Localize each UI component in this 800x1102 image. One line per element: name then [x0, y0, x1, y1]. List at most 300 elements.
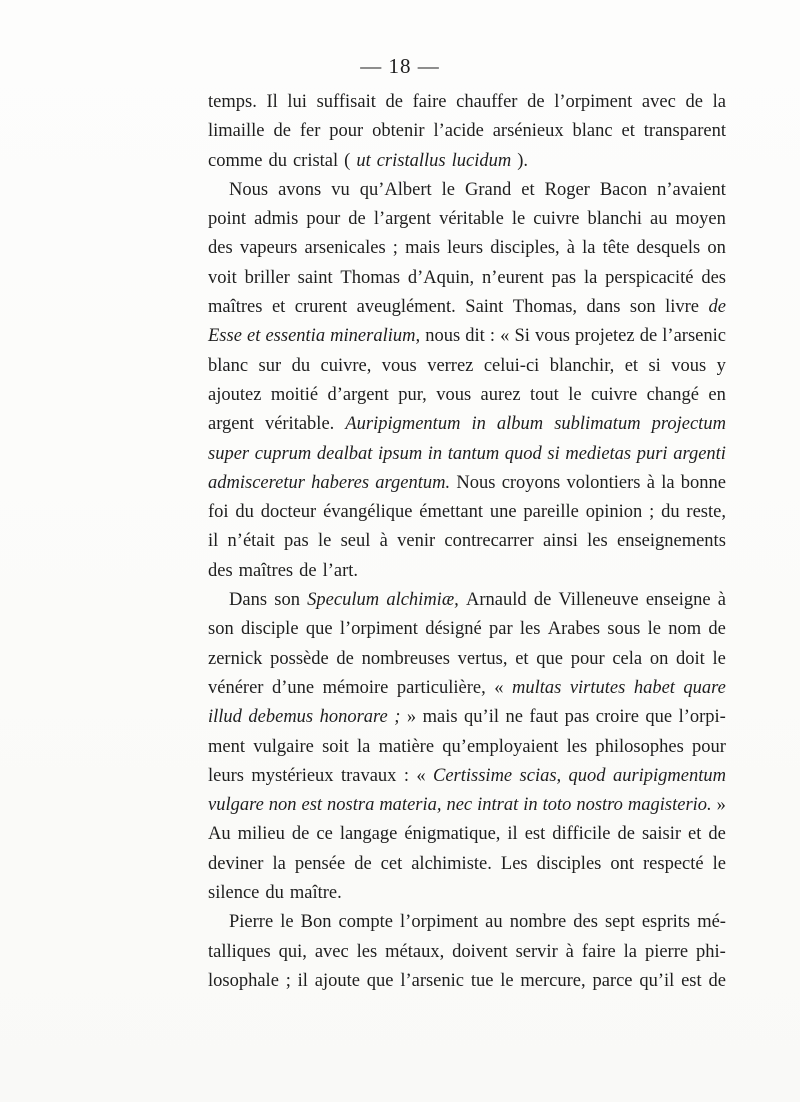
- word: ainsi: [542, 531, 578, 552]
- word: les: [587, 531, 608, 552]
- word: faire: [412, 92, 447, 112]
- word: ).: [517, 150, 528, 171]
- word: Grand: [465, 179, 512, 200]
- word: de: [385, 92, 403, 112]
- word: alchimiste.: [411, 853, 492, 874]
- italic-word: mineralium,: [330, 326, 421, 347]
- word: y: [716, 355, 726, 376]
- word: le: [647, 619, 661, 640]
- word: mais: [405, 238, 441, 259]
- word: venir: [397, 531, 436, 552]
- text-line: [208, 791, 726, 820]
- word: parce: [592, 970, 633, 991]
- italic-word: Speculum: [307, 590, 380, 611]
- italic-word: est: [301, 795, 323, 816]
- word: Arabes: [547, 619, 601, 640]
- text-line: [208, 674, 726, 703]
- text-line: [208, 381, 726, 410]
- word: vapeurs: [239, 238, 298, 259]
- word: Au: [208, 824, 231, 845]
- word: cet: [380, 853, 403, 874]
- word: docteur: [260, 502, 317, 523]
- word: la: [712, 92, 726, 112]
- word: cuivre: [590, 384, 638, 405]
- word: en: [708, 384, 726, 405]
- word: saisir: [641, 824, 682, 845]
- text-line: [208, 176, 726, 205]
- word: reste,: [686, 502, 726, 523]
- word: il: [297, 970, 308, 991]
- word: l’acide: [433, 121, 484, 142]
- italic-word: haberes: [311, 472, 370, 493]
- word: suffisait: [316, 92, 376, 112]
- word: vous: [436, 384, 472, 405]
- italic-word: de: [708, 297, 726, 318]
- word: de: [354, 853, 372, 874]
- italic-word: dealbat: [316, 443, 373, 464]
- word: de: [336, 648, 354, 669]
- word: d’argent: [327, 384, 389, 405]
- italic-word: projectum: [651, 414, 726, 435]
- italic-word: argentum.: [375, 472, 451, 493]
- word: à: [646, 472, 655, 493]
- word: mercure,: [520, 970, 586, 991]
- word: blanchi: [587, 209, 642, 230]
- word: briller: [244, 267, 290, 288]
- word: faut: [529, 707, 559, 728]
- word: pensée: [294, 853, 346, 874]
- word: mé-: [697, 912, 726, 933]
- word: des: [701, 267, 726, 288]
- word: talliques: [208, 941, 271, 962]
- text-line: [208, 645, 726, 674]
- word: esprits: [641, 912, 691, 933]
- word: son: [208, 619, 234, 640]
- word: on: [649, 648, 669, 669]
- italic-word: album: [496, 414, 544, 435]
- word: blanchir,: [549, 355, 615, 376]
- word: ;: [285, 970, 291, 991]
- text-line: [208, 410, 726, 439]
- word: Si: [514, 326, 530, 347]
- word: pareille: [523, 502, 579, 523]
- word: servir: [515, 941, 558, 962]
- word: langage: [339, 824, 398, 845]
- word: »: [716, 795, 726, 816]
- text-line: [208, 615, 726, 644]
- word: Roger: [544, 179, 590, 200]
- italic-word: tantum: [447, 443, 500, 464]
- text-line: [208, 352, 726, 381]
- word: de: [527, 92, 545, 112]
- word: mais: [422, 707, 458, 728]
- italic-word: virtutes: [569, 677, 626, 698]
- word: celui-ci: [483, 355, 540, 376]
- word: blanc: [208, 355, 249, 376]
- word: compte: [338, 912, 393, 933]
- word: pas: [564, 707, 590, 728]
- word: de: [617, 824, 635, 845]
- word: «: [494, 677, 504, 698]
- word: le: [712, 648, 726, 669]
- word: que: [536, 648, 563, 669]
- italic-word: medietas: [565, 443, 632, 464]
- word: Bon: [300, 912, 332, 933]
- word: ajoute: [314, 970, 360, 991]
- word: saint: [297, 267, 333, 288]
- text-line: [208, 762, 726, 791]
- word: le: [441, 179, 456, 200]
- word: desquels: [636, 238, 701, 259]
- word: silence: [208, 883, 260, 904]
- word: des: [573, 912, 598, 933]
- word: blanc: [572, 121, 613, 142]
- word: :: [403, 765, 409, 786]
- word: Les: [500, 853, 528, 874]
- text-line: [208, 586, 726, 615]
- word: Thomas: [340, 267, 401, 288]
- word: de: [708, 619, 726, 640]
- word: est: [524, 824, 546, 845]
- word: la: [582, 238, 596, 259]
- word: des: [208, 560, 233, 581]
- italic-word: in: [427, 443, 443, 464]
- italic-word: non: [268, 795, 297, 816]
- italic-word: nostra: [327, 795, 375, 816]
- word: Nous: [456, 472, 496, 493]
- word: la: [623, 941, 638, 962]
- word: difficile: [552, 824, 611, 845]
- word: tout: [530, 384, 559, 405]
- text-line: [208, 205, 726, 234]
- word: son: [274, 590, 300, 611]
- word: Dans: [229, 590, 268, 611]
- word: dans: [586, 297, 621, 318]
- italic-word: si: [547, 443, 560, 464]
- word: au: [650, 209, 668, 230]
- word: croire: [595, 707, 639, 728]
- word: cela: [612, 648, 643, 669]
- word: croyons: [501, 472, 561, 493]
- word: vous: [534, 326, 570, 347]
- word: verrez: [427, 355, 474, 376]
- word: pour: [570, 648, 605, 669]
- italic-word: materia,: [379, 795, 442, 816]
- text-line: [208, 322, 726, 351]
- word: à: [717, 590, 726, 611]
- word: de: [291, 824, 310, 845]
- word: philosophes: [595, 736, 684, 757]
- word: vénérer: [208, 677, 264, 698]
- italic-word: nostro: [576, 795, 623, 816]
- word: de: [348, 209, 366, 230]
- word: par: [488, 619, 513, 640]
- word: du: [265, 883, 284, 904]
- word: pas: [551, 267, 577, 288]
- word: de: [708, 824, 726, 845]
- word: la: [272, 853, 286, 874]
- word: possède: [270, 648, 329, 669]
- word: matière: [378, 736, 435, 757]
- word: ne: [505, 707, 523, 728]
- word: «: [416, 765, 426, 786]
- text-line: [208, 879, 726, 908]
- text-line: [208, 264, 726, 293]
- word: vous: [671, 355, 707, 376]
- italic-word: vulgare: [208, 795, 264, 816]
- word: crurent: [294, 297, 348, 318]
- word: énigmatique,: [404, 824, 501, 845]
- word: pour: [329, 121, 364, 142]
- word: que: [305, 619, 333, 640]
- word: le: [500, 970, 514, 991]
- italic-word: auripigmentum: [612, 765, 726, 786]
- word: maîtres: [208, 297, 263, 318]
- word: l’argent: [373, 209, 432, 230]
- word: nombre: [509, 912, 567, 933]
- word: le: [712, 853, 726, 874]
- word: à: [379, 531, 388, 552]
- word: doivent: [452, 941, 508, 962]
- word: arsenicales: [304, 238, 386, 259]
- word: Villeneuve: [558, 590, 639, 611]
- word: leurs: [447, 238, 484, 259]
- word: fer: [299, 121, 321, 142]
- word: sur: [258, 355, 282, 376]
- word: et: [521, 179, 535, 200]
- word: changé: [646, 384, 699, 405]
- word: l’orpiment: [554, 92, 633, 112]
- word: voit: [208, 267, 237, 288]
- italic-word: ;: [394, 707, 401, 728]
- word: véritable: [439, 209, 504, 230]
- word: de: [533, 590, 552, 611]
- word: d’Aquin,: [407, 267, 475, 288]
- word: comme: [208, 150, 263, 171]
- word: il: [208, 531, 219, 552]
- word: bonne: [680, 472, 726, 493]
- word: n’eurent: [481, 267, 544, 288]
- word: aveuglément.: [356, 297, 456, 318]
- word: disciples,: [490, 238, 560, 259]
- word: les: [566, 736, 588, 757]
- text-line: [208, 293, 726, 322]
- word: pierre: [644, 941, 689, 962]
- italic-word: in: [523, 795, 538, 816]
- word: métaux,: [385, 941, 445, 962]
- word: admis: [254, 209, 299, 230]
- word: ajoutez: [208, 384, 262, 405]
- word: (: [344, 150, 351, 171]
- word: de: [685, 92, 703, 112]
- text-line: [208, 117, 726, 146]
- word: Il: [266, 92, 278, 112]
- word: Nous: [229, 179, 269, 200]
- word: la: [357, 736, 371, 757]
- word: n’était: [227, 531, 275, 552]
- word: désigné: [425, 619, 482, 640]
- word: au: [485, 912, 503, 933]
- word: ment: [208, 736, 245, 757]
- word: «: [500, 326, 510, 347]
- word: ;: [649, 502, 655, 523]
- word: soit: [322, 736, 349, 757]
- word: l’orpiment: [400, 912, 479, 933]
- text-line: [208, 557, 726, 586]
- word: leurs: [208, 765, 244, 786]
- word: avec: [641, 92, 676, 112]
- word: arsénieux: [492, 121, 564, 142]
- word: »: [406, 707, 417, 728]
- word: l’art.: [322, 560, 359, 581]
- word: Saint: [465, 297, 504, 318]
- italic-word: sublimatum: [554, 414, 641, 435]
- word: foi: [208, 502, 229, 523]
- word: et: [271, 297, 286, 318]
- word: deviner: [208, 853, 264, 874]
- word: le: [317, 531, 332, 552]
- italic-word: Auripigmentum: [345, 414, 461, 435]
- word: moyen: [675, 209, 726, 230]
- italic-word: alchimiæ,: [386, 590, 459, 611]
- italic-word: in: [471, 414, 486, 435]
- word: véritable.: [264, 414, 335, 435]
- text-line: [208, 88, 726, 117]
- word: milieu: [237, 824, 285, 845]
- word: Pierre: [229, 912, 274, 933]
- word: si: [648, 355, 661, 376]
- italic-word: puri: [636, 443, 668, 464]
- word: nous: [425, 326, 461, 347]
- word: maître.: [289, 883, 342, 904]
- word: maîtres: [238, 560, 294, 581]
- italic-word: admisceretur: [208, 472, 305, 493]
- italic-word: et: [247, 326, 261, 347]
- word: et: [624, 355, 639, 376]
- word: perspicacité: [605, 267, 694, 288]
- word: travaux: [340, 765, 397, 786]
- italic-word: multas: [511, 677, 562, 698]
- word: point: [208, 209, 247, 230]
- word: avons: [278, 179, 322, 200]
- word: temps.: [208, 92, 257, 112]
- text-line: [208, 908, 726, 937]
- italic-word: debemus: [248, 707, 314, 728]
- word: le: [568, 384, 582, 405]
- word: de: [299, 560, 317, 581]
- italic-word: illud: [208, 707, 242, 728]
- italic-word: cuprum: [254, 443, 312, 464]
- word: l’arsenic: [400, 970, 464, 991]
- word: l’orpi-: [678, 707, 726, 728]
- body-text: [208, 88, 726, 996]
- word: projetez: [575, 326, 635, 347]
- word: du: [661, 502, 680, 523]
- text-line: [208, 703, 726, 732]
- italic-word: lucidum: [451, 150, 512, 171]
- word: que: [645, 707, 673, 728]
- word: contrecarrer: [444, 531, 534, 552]
- word: la: [583, 267, 598, 288]
- word: les: [519, 619, 541, 640]
- italic-word: quare: [683, 677, 726, 698]
- italic-word: habet: [633, 677, 675, 698]
- word: :: [489, 326, 496, 347]
- word: à: [565, 941, 574, 962]
- text-line: [208, 820, 726, 849]
- word: argent: [208, 414, 254, 435]
- word: dit: [465, 326, 485, 347]
- text-line: [208, 938, 726, 967]
- word: particulière,: [396, 677, 486, 698]
- text-line: [208, 733, 726, 762]
- word: il: [507, 824, 518, 845]
- word: chauffer: [456, 92, 518, 112]
- word: moitié: [270, 384, 319, 405]
- word: sous: [607, 619, 641, 640]
- word: cristal: [292, 150, 339, 171]
- word: vu: [331, 179, 350, 200]
- text-line: [208, 234, 726, 263]
- word: de: [273, 121, 291, 142]
- word: lui: [287, 92, 307, 112]
- italic-word: super: [208, 443, 250, 464]
- word: la: [661, 472, 675, 493]
- word: nom: [668, 619, 702, 640]
- word: et: [621, 121, 635, 142]
- word: disciple: [240, 619, 299, 640]
- text-line: [208, 967, 726, 996]
- page-number-text: — 18 —: [360, 54, 440, 78]
- word: on: [707, 238, 726, 259]
- word: tête: [602, 238, 630, 259]
- word: doit: [676, 648, 705, 669]
- word: zernick: [208, 648, 263, 669]
- italic-word: nec: [446, 795, 473, 816]
- word: qu’il: [639, 970, 675, 991]
- word: enseigne: [645, 590, 711, 611]
- word: qui,: [278, 941, 307, 962]
- word: du: [268, 150, 287, 171]
- italic-word: cristallus: [376, 150, 446, 171]
- italic-word: magisterio.: [627, 795, 712, 816]
- italic-word: ut: [356, 150, 371, 171]
- word: n’avaient: [657, 179, 726, 200]
- word: l’arsenic: [662, 326, 726, 347]
- text-line: [208, 527, 726, 556]
- word: du: [291, 355, 311, 376]
- italic-word: quod: [504, 443, 542, 464]
- word: son: [629, 297, 656, 318]
- word: volontiers: [566, 472, 641, 493]
- italic-word: Esse: [208, 326, 242, 347]
- word: que: [366, 970, 394, 991]
- word: aurez: [480, 384, 521, 405]
- word: pas: [284, 531, 309, 552]
- word: seul: [340, 531, 371, 552]
- word: l’orpiment: [339, 619, 418, 640]
- word: qu’il: [464, 707, 499, 728]
- word: mémoire: [322, 677, 389, 698]
- word: opinion: [585, 502, 643, 523]
- word: losophale: [208, 970, 279, 991]
- italic-word: quod: [568, 765, 606, 786]
- italic-word: argenti: [673, 443, 726, 464]
- word: mystérieux: [251, 765, 334, 786]
- word: disciples: [536, 853, 602, 874]
- word: pour: [692, 736, 726, 757]
- word: limaille: [208, 121, 265, 142]
